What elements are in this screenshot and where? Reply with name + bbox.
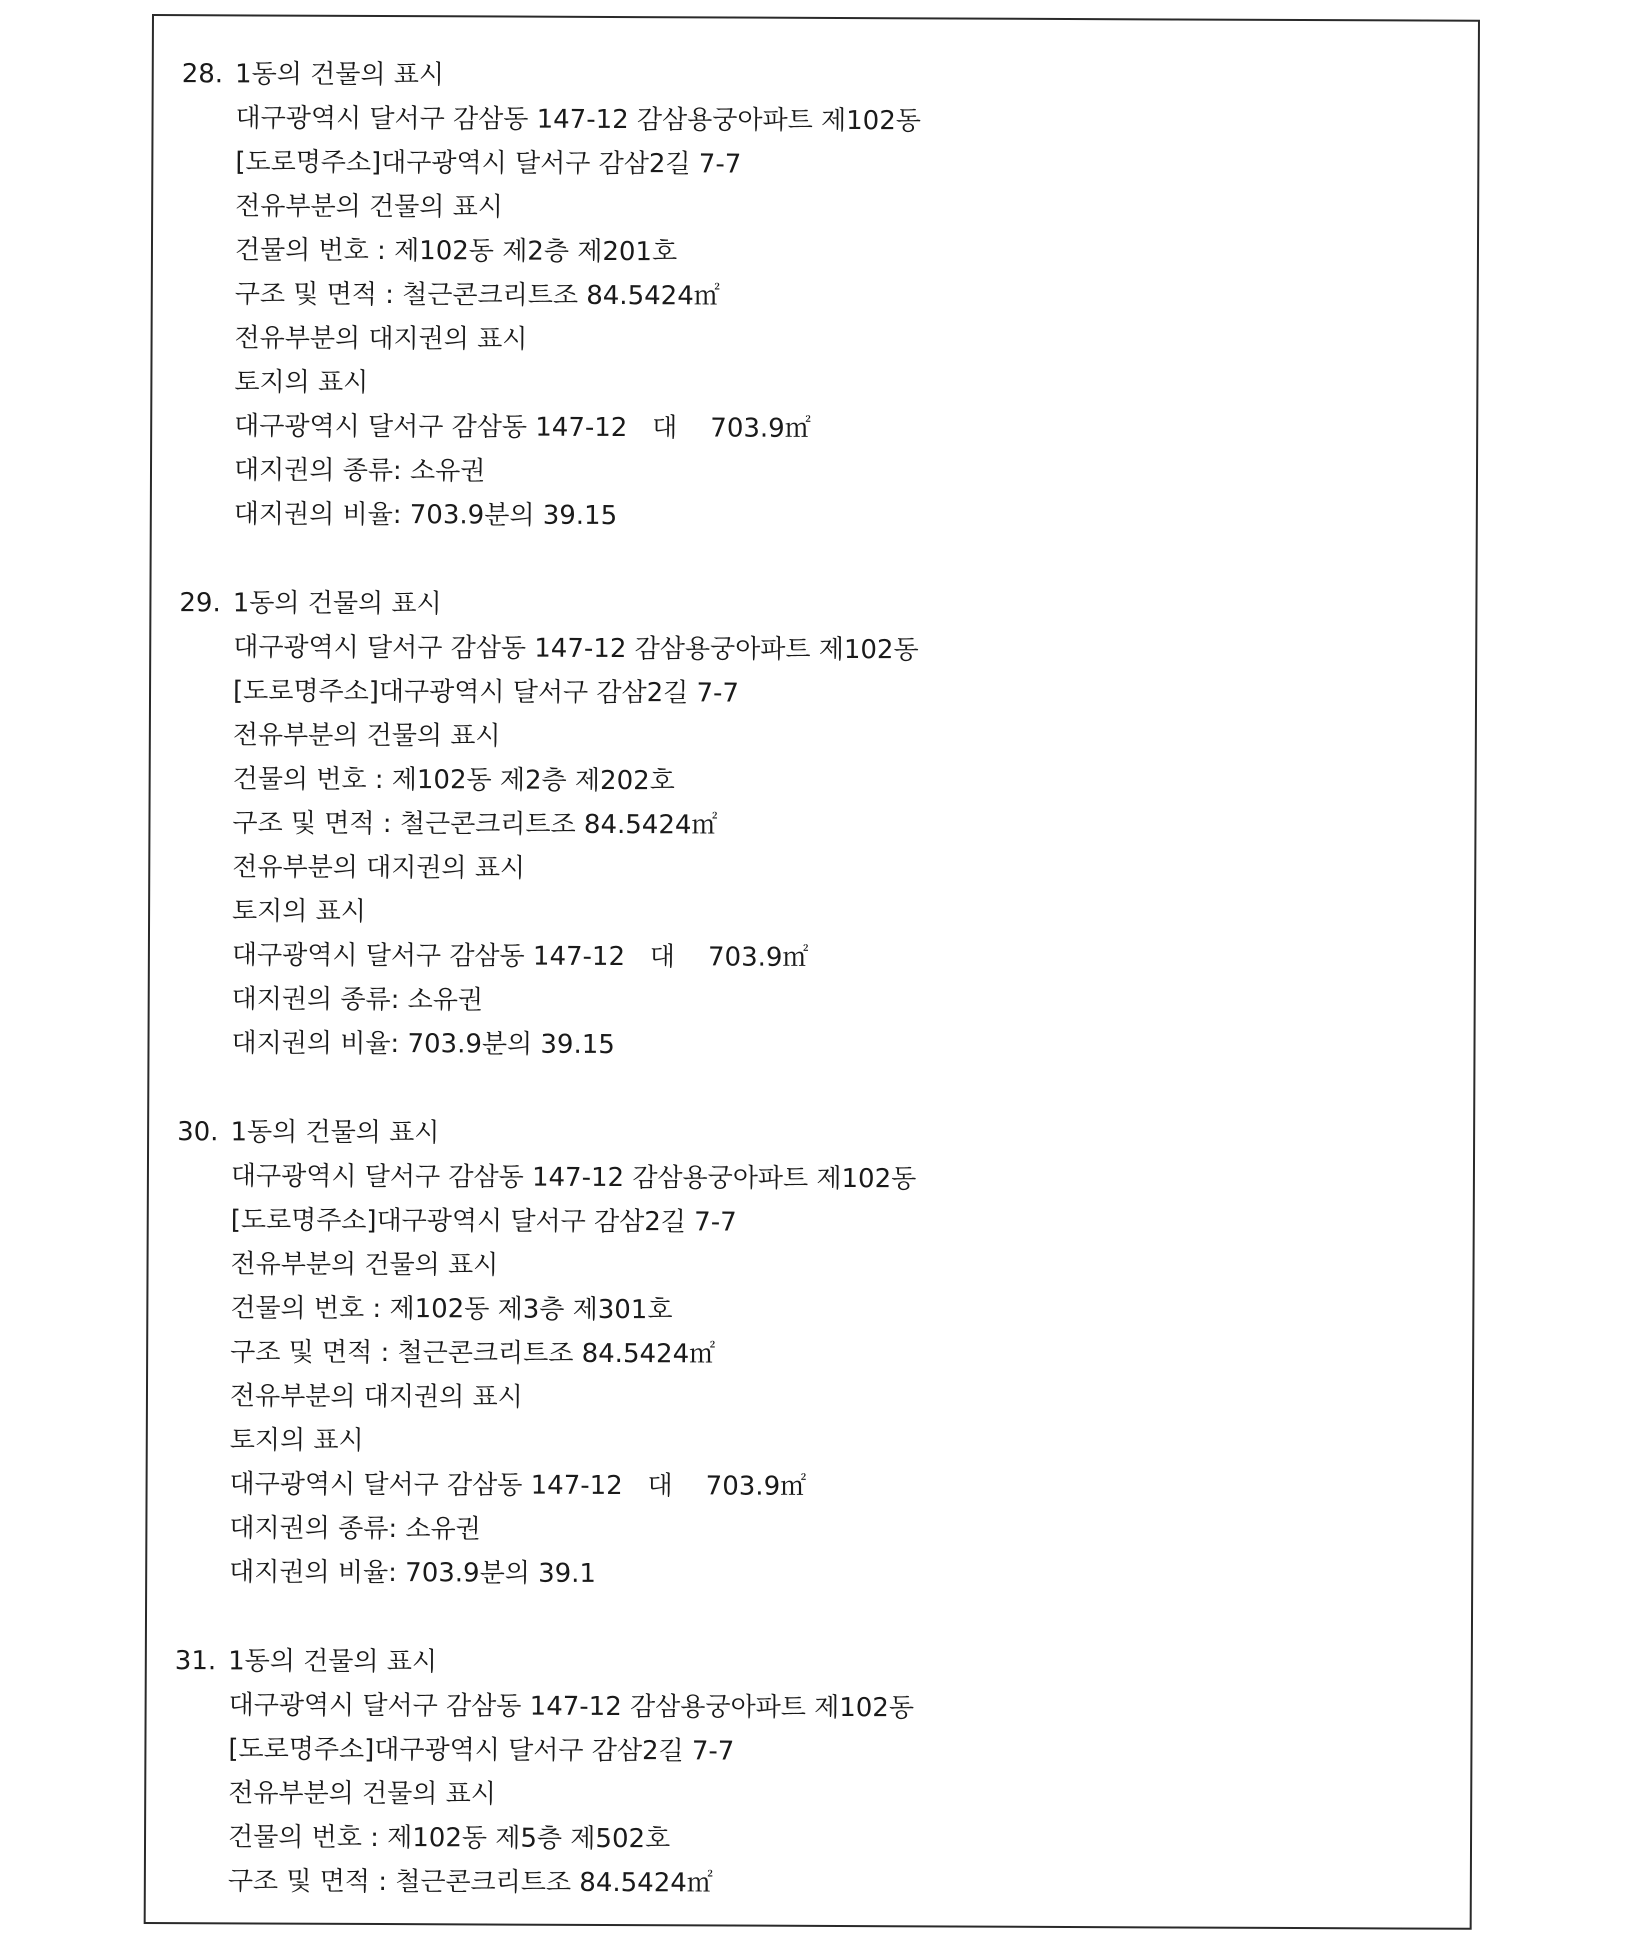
- land-right-heading: 전유부분의 대지권의 표시: [234, 323, 528, 355]
- structure-area: 구조 및 면적 : 철근콘크리트조 84.5424㎡: [234, 279, 720, 312]
- structure-area: 구조 및 면적 : 철근콘크리트조 84.5424㎡: [227, 1866, 713, 1899]
- entry-number: 28.: [181, 59, 224, 90]
- building-address: 대구광역시 달서구 감삼동 147-12 감삼용궁아파트 제102동: [233, 632, 919, 666]
- unit-section-heading: 전유부분의 건물의 표시: [235, 191, 503, 223]
- land-right-ratio: 대지권의 비율: 703.9분의 39.1: [229, 1557, 597, 1589]
- property-entry: [177, 581, 1439, 1070]
- entry-heading: [179, 581, 1439, 630]
- unit-number: 건물의 번호 : 제102동 제2층 제202호: [232, 764, 675, 797]
- entry-title: 1동의 건물의 표시: [235, 59, 445, 91]
- unit-section-heading: 전유부분의 건물의 표시: [230, 1249, 499, 1281]
- land-right-ratio: 대지권의 비율: 703.9분의 39.15: [233, 499, 618, 532]
- land-heading: 토지의 표시: [234, 367, 369, 398]
- land-address: 대구광역시 달서구 감삼동 147-12 대 703.9㎡: [231, 940, 809, 973]
- structure-area: 구조 및 면적 : 철근콘크리트조 84.5424㎡: [230, 1337, 716, 1370]
- entry-title: 1동의 건물의 표시: [232, 588, 442, 620]
- building-address: 대구광역시 달서구 감삼동 147-12 감삼용궁아파트 제102동: [235, 103, 921, 137]
- building-address: 대구광역시 달서구 감삼동 147-12 감삼용궁아파트 제102동: [228, 1690, 915, 1724]
- document-page: [144, 14, 1480, 1930]
- land-right-heading: 전유부분의 대지권의 표시: [229, 1381, 523, 1413]
- entry-number: 29.: [179, 588, 221, 619]
- land-right-heading: 전유부분의 대지권의 표시: [232, 852, 526, 884]
- entry-heading: [177, 1110, 1437, 1159]
- unit-section-heading: 전유부분의 건물의 표시: [232, 720, 501, 752]
- road-address: [도로명주소]대구광역시 달서구 감삼2길 7-7: [228, 1734, 735, 1767]
- building-address: 대구광역시 달서구 감삼동 147-12 감삼용궁아파트 제102동: [230, 1161, 917, 1195]
- property-entry: [175, 1110, 1437, 1599]
- entry-title: 1동의 건물의 표시: [228, 1646, 438, 1678]
- entry-heading: [175, 1639, 1435, 1688]
- land-address: 대구광역시 달서구 감삼동 147-12 대 703.9㎡: [229, 1469, 807, 1502]
- property-entry: [180, 52, 1442, 541]
- entry-title: 1동의 건물의 표시: [230, 1117, 440, 1149]
- unit-number: 건물의 번호 : 제102동 제3층 제301호: [230, 1293, 673, 1326]
- structure-area: 구조 및 면적 : 철근콘크리트조 84.5424㎡: [232, 808, 718, 841]
- land-right-ratio: 대지권의 비율: 703.9분의 39.15: [231, 1028, 615, 1061]
- land-heading: 토지의 표시: [229, 1425, 364, 1456]
- land-address: 대구광역시 달서구 감삼동 147-12 대 703.9㎡: [234, 411, 811, 444]
- land-heading: 토지의 표시: [232, 896, 367, 927]
- property-entry: [174, 1639, 1435, 1908]
- unit-section-heading: 전유부분의 건물의 표시: [228, 1778, 497, 1810]
- unit-number: 건물의 번호 : 제102동 제5층 제502호: [227, 1822, 671, 1855]
- road-address: [도로명주소]대구광역시 달서구 감삼2길 7-7: [230, 1205, 737, 1238]
- road-address: [도로명주소]대구광역시 달서구 감삼2길 7-7: [232, 676, 740, 709]
- land-right-type: 대지권의 종류: 소유권: [229, 1513, 481, 1545]
- land-right-type: 대지권의 종류: 소유권: [233, 455, 486, 487]
- property-list: [174, 52, 1442, 1953]
- entry-number: 31.: [174, 1646, 217, 1677]
- entry-number: 30.: [177, 1117, 219, 1148]
- land-right-type: 대지권의 종류: 소유권: [231, 984, 484, 1016]
- unit-number: 건물의 번호 : 제102동 제2층 제201호: [234, 235, 678, 268]
- road-address: [도로명주소]대구광역시 달서구 감삼2길 7-7: [235, 147, 742, 180]
- entry-heading: [182, 52, 1442, 101]
